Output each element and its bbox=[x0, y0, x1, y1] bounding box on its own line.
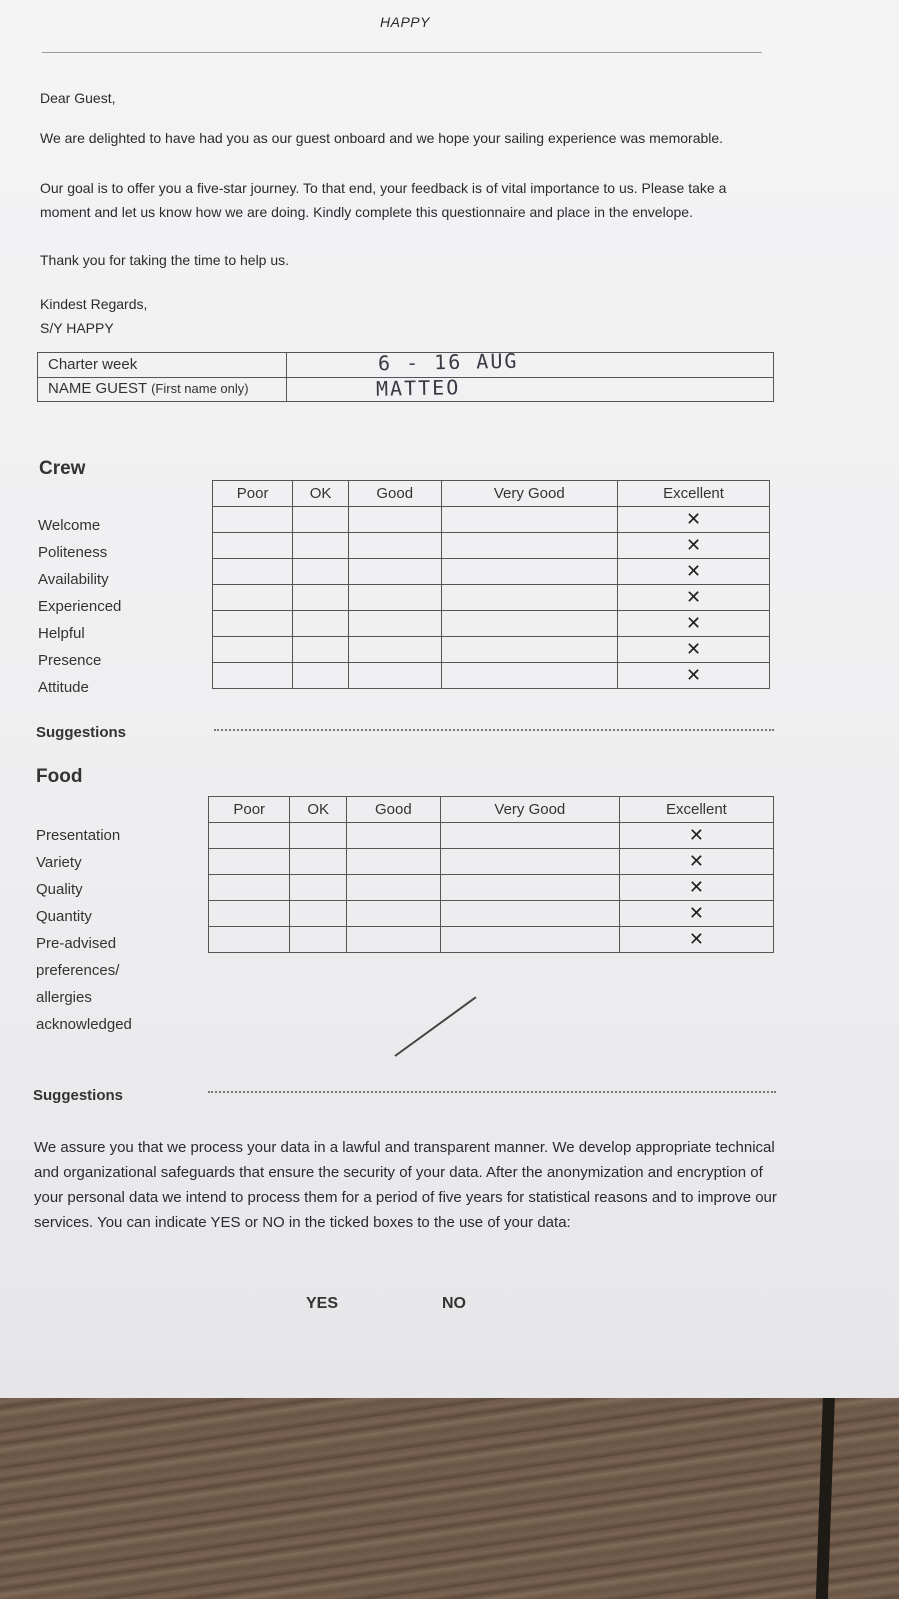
table-row bbox=[209, 901, 774, 927]
guest-name-label: NAME GUEST (First name only) bbox=[48, 380, 249, 397]
letter-greeting: Dear Guest, bbox=[40, 90, 116, 106]
food-scale-poor: Poor bbox=[209, 797, 290, 823]
crew-criterion-label: Helpful bbox=[38, 625, 85, 642]
crew-rating-cell[interactable] bbox=[213, 559, 293, 585]
crew-rating-cell[interactable] bbox=[293, 559, 349, 585]
crew-rating-cell[interactable] bbox=[293, 663, 349, 689]
table-row bbox=[213, 637, 770, 663]
crew-rating-cell[interactable] bbox=[293, 533, 349, 559]
charter-week-value[interactable]: 6 - 16 AUG bbox=[377, 348, 519, 376]
yacht-name-header: HAPPY bbox=[380, 14, 430, 30]
crew-scale-ok: OK bbox=[293, 481, 349, 507]
food-rating-cell[interactable] bbox=[440, 823, 619, 849]
food-scale-excellent: Excellent bbox=[619, 797, 773, 823]
no-option[interactable]: NO bbox=[442, 1295, 466, 1312]
crew-rating-cell[interactable]: ✕ bbox=[618, 585, 770, 611]
crew-rating-cell[interactable] bbox=[441, 663, 618, 689]
food-rating-cell[interactable] bbox=[346, 875, 440, 901]
food-rating-cell[interactable] bbox=[346, 849, 440, 875]
crew-rating-cell[interactable]: ✕ bbox=[618, 611, 770, 637]
food-rating-cell[interactable] bbox=[209, 875, 290, 901]
crew-rating-cell[interactable] bbox=[348, 533, 441, 559]
food-scale-header bbox=[209, 797, 774, 823]
food-rating-cell[interactable] bbox=[440, 849, 619, 875]
crew-rating-cell[interactable] bbox=[213, 637, 293, 663]
crew-rating-cell[interactable] bbox=[293, 611, 349, 637]
crew-criterion-label: Experienced bbox=[38, 598, 122, 615]
food-rating-cell[interactable] bbox=[290, 875, 347, 901]
yes-option[interactable]: YES bbox=[306, 1295, 339, 1312]
table-row bbox=[209, 823, 774, 849]
crew-criterion-label: Attitude bbox=[38, 679, 89, 696]
food-rating-cell[interactable] bbox=[209, 823, 290, 849]
guest-name-value[interactable]: MATTEO bbox=[375, 375, 461, 401]
food-rating-cell[interactable]: ✕ bbox=[619, 849, 773, 875]
crew-rating-cell[interactable]: ✕ bbox=[618, 559, 770, 585]
letter-signature: S/Y HAPPY bbox=[40, 320, 114, 336]
crew-rating-cell[interactable] bbox=[348, 507, 441, 533]
letter-paragraph-1: We are delighted to have had you as our guest onboard and we hope your sailing experience was memorable. bbox=[40, 130, 724, 146]
crew-scale-very-good: Very Good bbox=[441, 481, 618, 507]
crew-rating-cell[interactable] bbox=[293, 585, 349, 611]
food-rating-cell[interactable] bbox=[290, 823, 347, 849]
crew-rating-cell[interactable] bbox=[441, 507, 618, 533]
crew-scale-good: Good bbox=[348, 481, 441, 507]
food-rating-cell[interactable] bbox=[290, 901, 347, 927]
crew-section-title: Crew bbox=[39, 458, 86, 479]
table-row bbox=[213, 585, 770, 611]
crew-rating-cell[interactable] bbox=[213, 533, 293, 559]
food-scale-ok: OK bbox=[290, 797, 347, 823]
crew-rating-cell[interactable]: ✕ bbox=[618, 507, 770, 533]
food-suggestions-line[interactable] bbox=[208, 1090, 776, 1093]
food-rating-cell[interactable] bbox=[440, 927, 619, 953]
food-rating-cell[interactable] bbox=[346, 823, 440, 849]
crew-rating-table bbox=[212, 480, 770, 689]
food-criterion-label: Presentation bbox=[36, 827, 121, 844]
food-criterion-label: Quality bbox=[36, 881, 83, 898]
crew-rating-cell[interactable] bbox=[441, 559, 618, 585]
food-criterion-label: Quantity bbox=[36, 908, 92, 925]
food-rating-cell[interactable] bbox=[209, 901, 290, 927]
header-divider bbox=[42, 52, 762, 53]
table-row bbox=[213, 611, 770, 637]
food-rating-cell[interactable]: ✕ bbox=[619, 875, 773, 901]
privacy-statement: We assure you that we process your data in a lawful and transparent manner. We develop appropriate technical and organizational safeguards that ensure the security of your data. After the anonymization and encryption of your personal data we intend to process them for a period of five years for statistical reasons and to improve our services. You can indicate YES or NO in the ticked boxes to the use of your data: bbox=[34, 1139, 777, 1231]
crew-rating-cell[interactable] bbox=[441, 585, 618, 611]
food-rating-table bbox=[208, 796, 774, 953]
food-rating-cell[interactable] bbox=[209, 849, 290, 875]
table-row bbox=[209, 875, 774, 901]
table-row bbox=[209, 927, 774, 953]
food-criterion-label: Variety bbox=[36, 854, 82, 871]
food-rating-cell[interactable]: ✕ bbox=[619, 901, 773, 927]
crew-rating-cell[interactable] bbox=[348, 559, 441, 585]
crew-rating-cell[interactable] bbox=[441, 637, 618, 663]
table-row bbox=[209, 849, 774, 875]
crew-rating-cell[interactable] bbox=[213, 611, 293, 637]
crew-rating-cell[interactable] bbox=[293, 507, 349, 533]
crew-criterion-label: Politeness bbox=[38, 544, 108, 561]
food-criterion-label: acknowledged bbox=[36, 1016, 132, 1033]
crew-rating-cell[interactable] bbox=[348, 637, 441, 663]
letter-closing: Kindest Regards, bbox=[40, 296, 148, 312]
crew-rating-cell[interactable] bbox=[441, 611, 618, 637]
crew-rating-cell[interactable] bbox=[348, 585, 441, 611]
food-rating-cell[interactable]: ✕ bbox=[619, 927, 773, 953]
crew-suggestions-label: Suggestions bbox=[36, 724, 127, 741]
food-rating-cell[interactable] bbox=[346, 927, 440, 953]
food-scale-very-good: Very Good bbox=[440, 797, 619, 823]
food-rating-cell[interactable] bbox=[290, 849, 347, 875]
food-suggestions-label: Suggestions bbox=[33, 1087, 124, 1104]
letter-paragraph-2: Our goal is to offer you a five-star journey. To that end, your feedback is of vital importance to us. Please take a moment and let us know how we are doing. Kindly complete this questionnaire and place in the envelope. bbox=[40, 180, 727, 220]
crew-scale-excellent: Excellent bbox=[618, 481, 770, 507]
crew-rating-cell[interactable] bbox=[213, 507, 293, 533]
crew-scale-header bbox=[213, 481, 770, 507]
food-criterion-label: allergies bbox=[36, 989, 92, 1006]
food-rating-cell[interactable] bbox=[440, 875, 619, 901]
food-rating-cell[interactable] bbox=[209, 927, 290, 953]
food-rating-cell[interactable] bbox=[440, 901, 619, 927]
food-scale-good: Good bbox=[346, 797, 440, 823]
table-row bbox=[213, 507, 770, 533]
crew-rating-cell[interactable]: ✕ bbox=[618, 637, 770, 663]
crew-rating-cell[interactable] bbox=[293, 637, 349, 663]
food-rating-cell[interactable] bbox=[290, 927, 347, 953]
charter-box-divider bbox=[286, 353, 287, 401]
food-criterion-label: Pre-advised bbox=[36, 935, 117, 952]
table-row bbox=[213, 533, 770, 559]
food-section-title: Food bbox=[36, 766, 83, 787]
food-rating-cell[interactable] bbox=[346, 901, 440, 927]
crew-scale-poor: Poor bbox=[213, 481, 293, 507]
crew-rating-cell[interactable] bbox=[213, 585, 293, 611]
crew-criterion-label: Availability bbox=[38, 571, 109, 588]
food-criterion-label: preferences/ bbox=[36, 962, 120, 979]
crew-rating-cell[interactable] bbox=[213, 663, 293, 689]
crew-rating-cell[interactable]: ✕ bbox=[618, 533, 770, 559]
table-row bbox=[213, 559, 770, 585]
food-rating-cell[interactable]: ✕ bbox=[619, 823, 773, 849]
crew-rating-cell[interactable]: ✕ bbox=[618, 663, 770, 689]
crew-criterion-label: Presence bbox=[38, 652, 102, 669]
handwritten-strike-line bbox=[394, 996, 476, 1056]
table-row bbox=[213, 663, 770, 689]
crew-rating-cell[interactable] bbox=[348, 611, 441, 637]
crew-rating-cell[interactable] bbox=[441, 533, 618, 559]
crew-criteria-list bbox=[38, 512, 121, 701]
crew-suggestions-line[interactable] bbox=[214, 728, 774, 731]
charter-week-label: Charter week bbox=[48, 356, 138, 373]
crew-rating-cell[interactable] bbox=[348, 663, 441, 689]
letter-paragraph-3: Thank you for taking the time to help us. bbox=[40, 252, 290, 268]
crew-criterion-label: Welcome bbox=[38, 517, 101, 534]
food-criteria-list bbox=[36, 822, 132, 1038]
